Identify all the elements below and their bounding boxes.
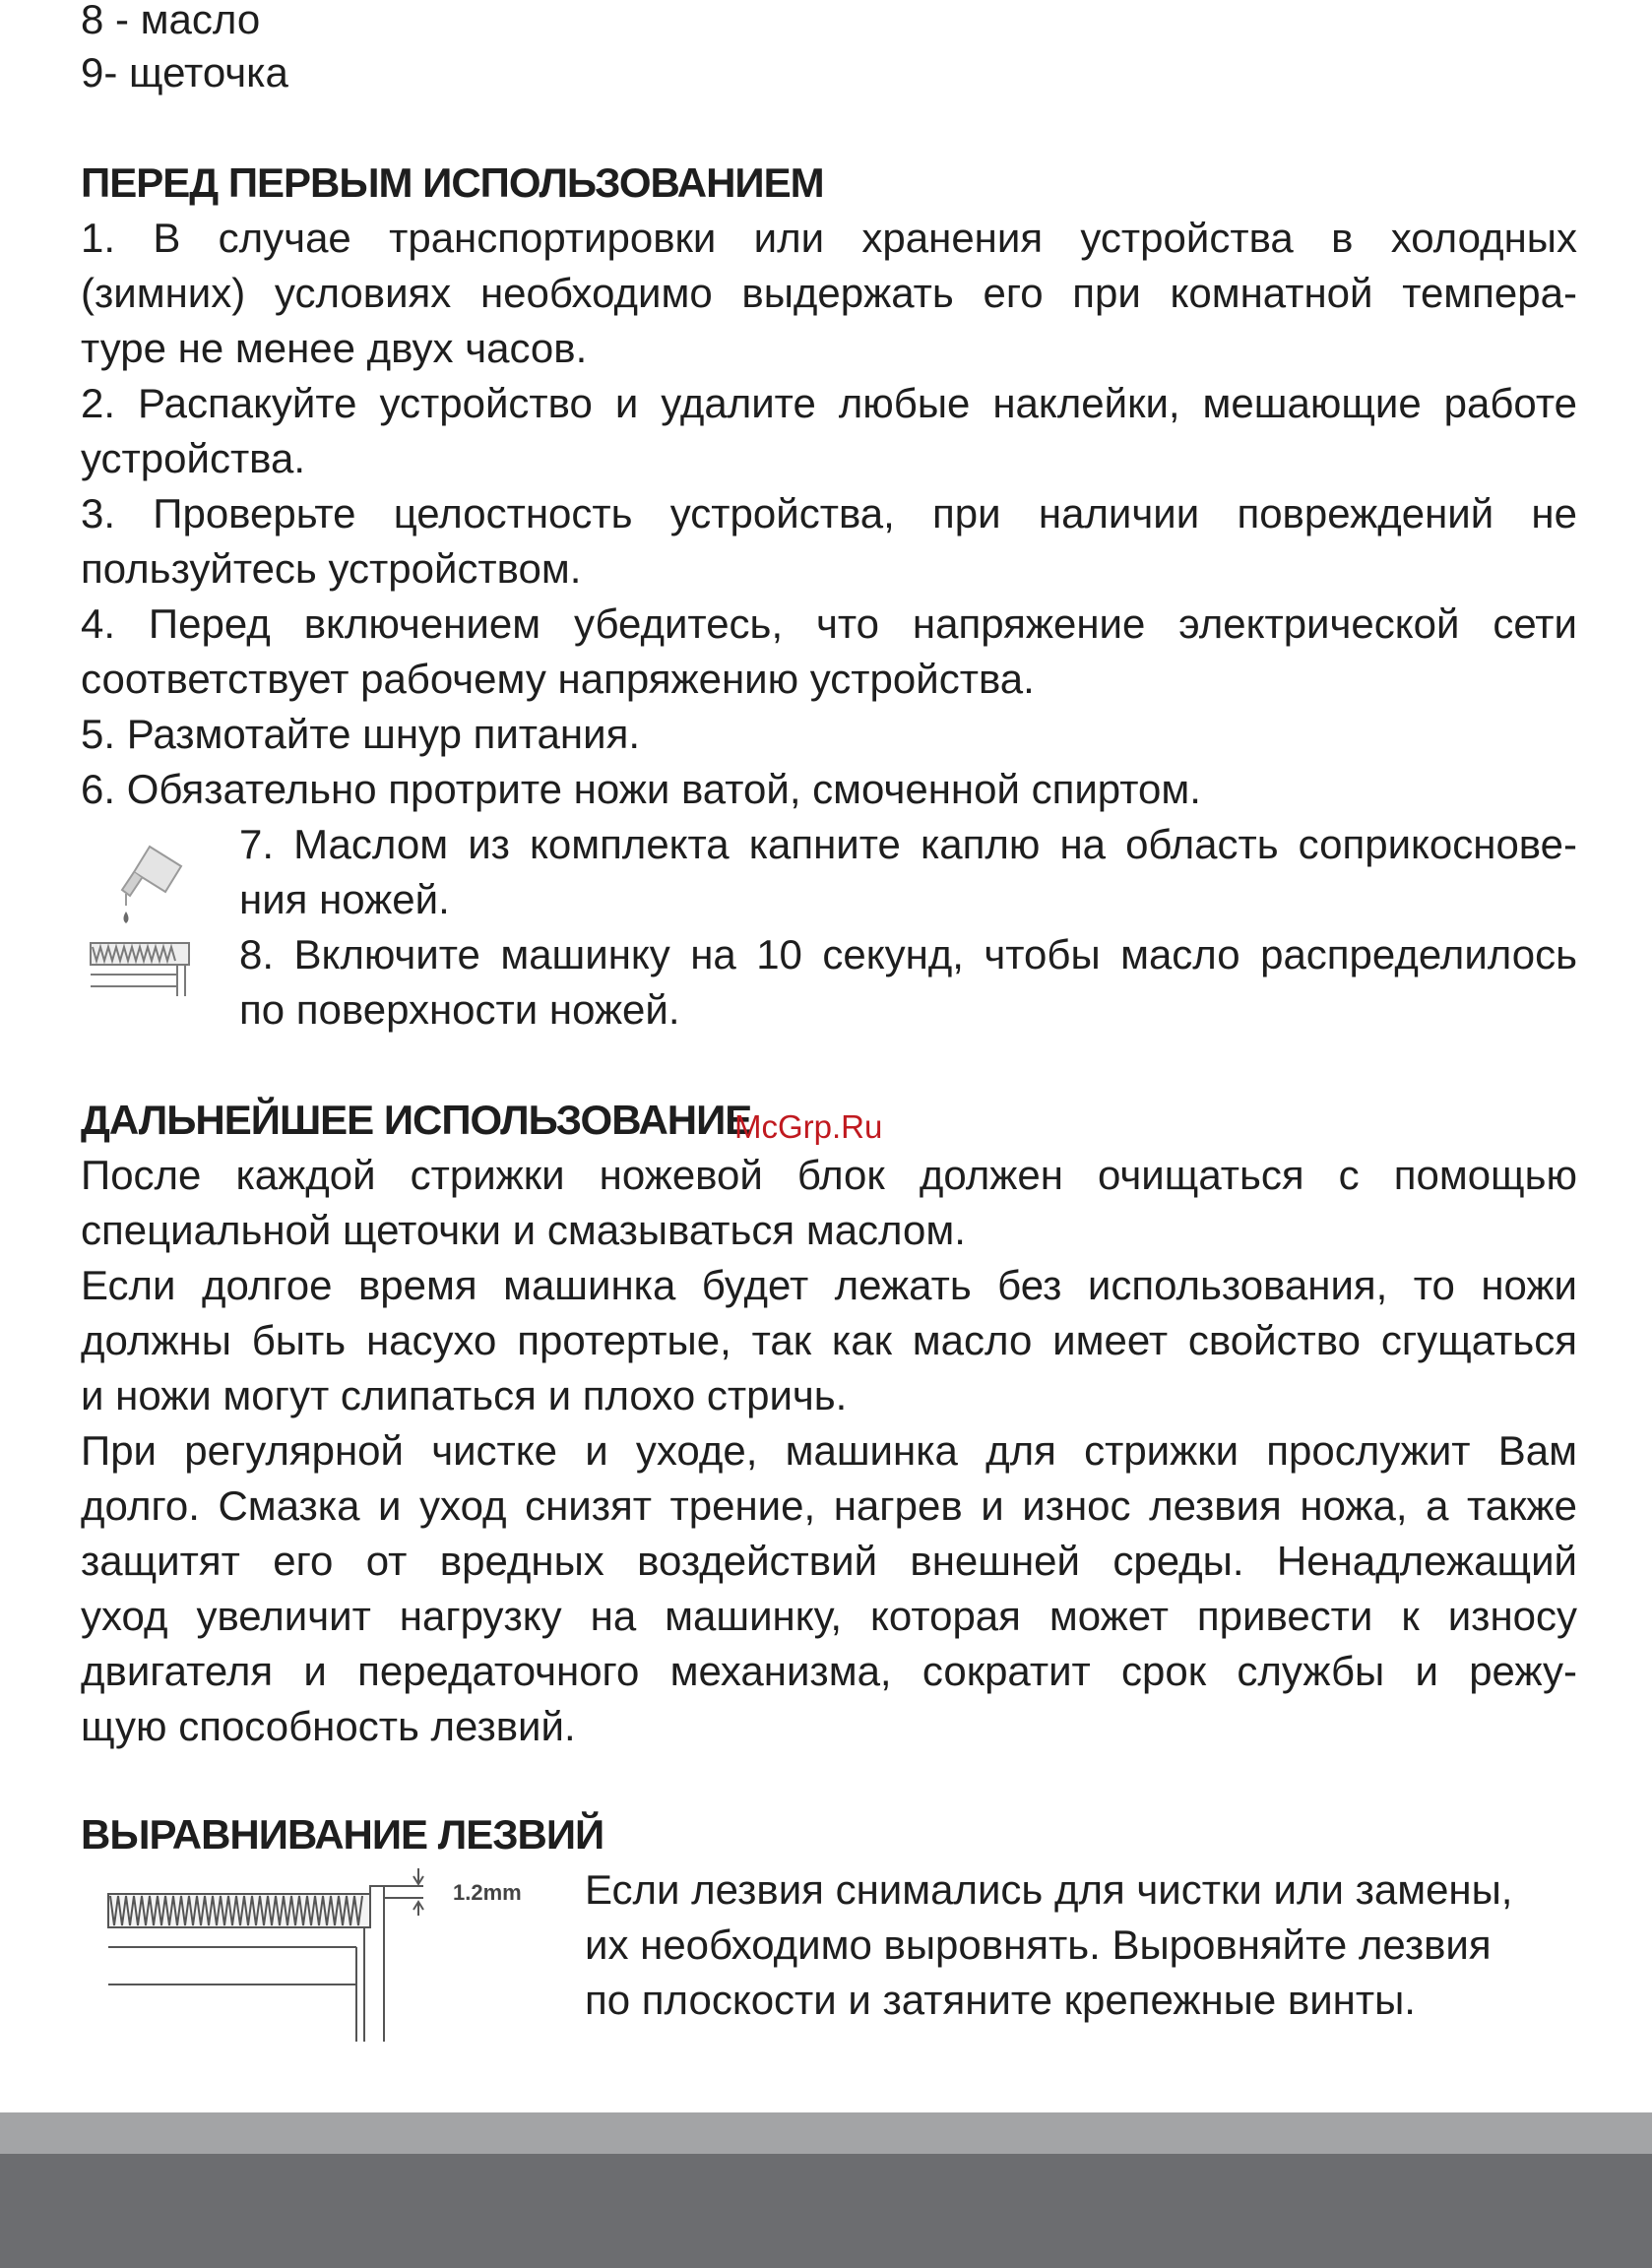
paragraph-line: их необходимо выровнять. Выровняйте лезвия [585, 1922, 1492, 1968]
paragraph-line: 2. Распакуйте устройство и удалите любые наклейки, мешающие работе [81, 380, 1577, 426]
footer-band-light [0, 2112, 1652, 2154]
paragraph-line: по поверхности ножей. [239, 986, 680, 1033]
paragraph-line: ния ножей. [239, 876, 450, 922]
paragraph-line: 3. Проверьте целостность устройства, при наличии повреждений не [81, 490, 1577, 536]
oil-bottle-illustration [87, 827, 193, 1000]
paragraph-line: щую способность лезвий. [81, 1703, 576, 1749]
parts-item-9: 9- щеточка [81, 49, 288, 95]
paragraph-line: пользуйтесь устройством. [81, 545, 582, 592]
paragraph-line: по плоскости и затяните крепежные винты. [585, 1977, 1416, 2023]
paragraph-line: защитят его от вредных воздействий внешней среды. Ненадлежащий [81, 1538, 1577, 1584]
paragraph-line: уход увеличит нагрузку на машинку, которая может привести к износу [81, 1593, 1577, 1639]
paragraph-line: соответствует рабочему напряжению устройства. [81, 656, 1035, 702]
paragraph-line: 4. Перед включением убедитесь, что напряжение электрической сети [81, 600, 1577, 647]
paragraph-line: туре не менее двух часов. [81, 325, 588, 371]
paragraph-line: должны быть насухо протертые, так как масло имеет свойство сгущаться [81, 1317, 1577, 1363]
paragraph-line: 7. Маслом из комплекта капните каплю на область соприкоснове- [239, 821, 1577, 867]
paragraph-line: После каждой стрижки ножевой блок должен очищаться с помощью [81, 1152, 1577, 1198]
paragraph-line: двигателя и передаточного механизма, сократит срок службы и режу- [81, 1648, 1577, 1694]
further-use-heading: ДАЛЬНЕЙШЕЕ ИСПОЛЬЗОВАНИЕ [81, 1097, 752, 1143]
paragraph-line: долго. Смазка и уход снизят трение, нагрев и износ лезвия ножа, а также [81, 1482, 1577, 1529]
paragraph-line: 8. Включите машинку на 10 секунд, чтобы масло распределилось [239, 931, 1577, 977]
paragraph-line: устройства. [81, 435, 306, 481]
blade-alignment-diagram [98, 1868, 561, 2046]
watermark: McGrp.Ru [734, 1108, 883, 1145]
paragraph-line: При регулярной чистке и уходе, машинка для стрижки прослужит Вам [81, 1427, 1577, 1474]
footer-band-dark [0, 2154, 1652, 2268]
blade-alignment-heading: ВЫРАВНИВАНИЕ ЛЕЗВИЙ [81, 1811, 604, 1858]
paragraph-line: специальной щеточки и смазываться маслом. [81, 1207, 966, 1253]
paragraph-line: (зимних) условиях необходимо выдержать его при комнатной темпера- [81, 270, 1577, 316]
paragraph-line: Если долгое время машинка будет лежать без использования, то ножи [81, 1262, 1577, 1308]
paragraph-line: 1. В случае транспортировки или хранения устройства в холодных [81, 215, 1577, 261]
paragraph-line: 5. Размотайте шнур питания. [81, 711, 640, 757]
dimension-label: 1.2mm [453, 1880, 522, 1905]
parts-item-8: 8 - масло [81, 0, 261, 42]
paragraph-line: Если лезвия снимались для чистки или замены, [585, 1866, 1513, 1913]
paragraph-line: 6. Обязательно протрите ножи ватой, смоченной спиртом. [81, 766, 1201, 812]
before-first-use-heading: ПЕРЕД ПЕРВЫМ ИСПОЛЬЗОВАНИЕМ [81, 159, 824, 206]
paragraph-line: и ножи могут слипаться и плохо стричь. [81, 1372, 848, 1418]
